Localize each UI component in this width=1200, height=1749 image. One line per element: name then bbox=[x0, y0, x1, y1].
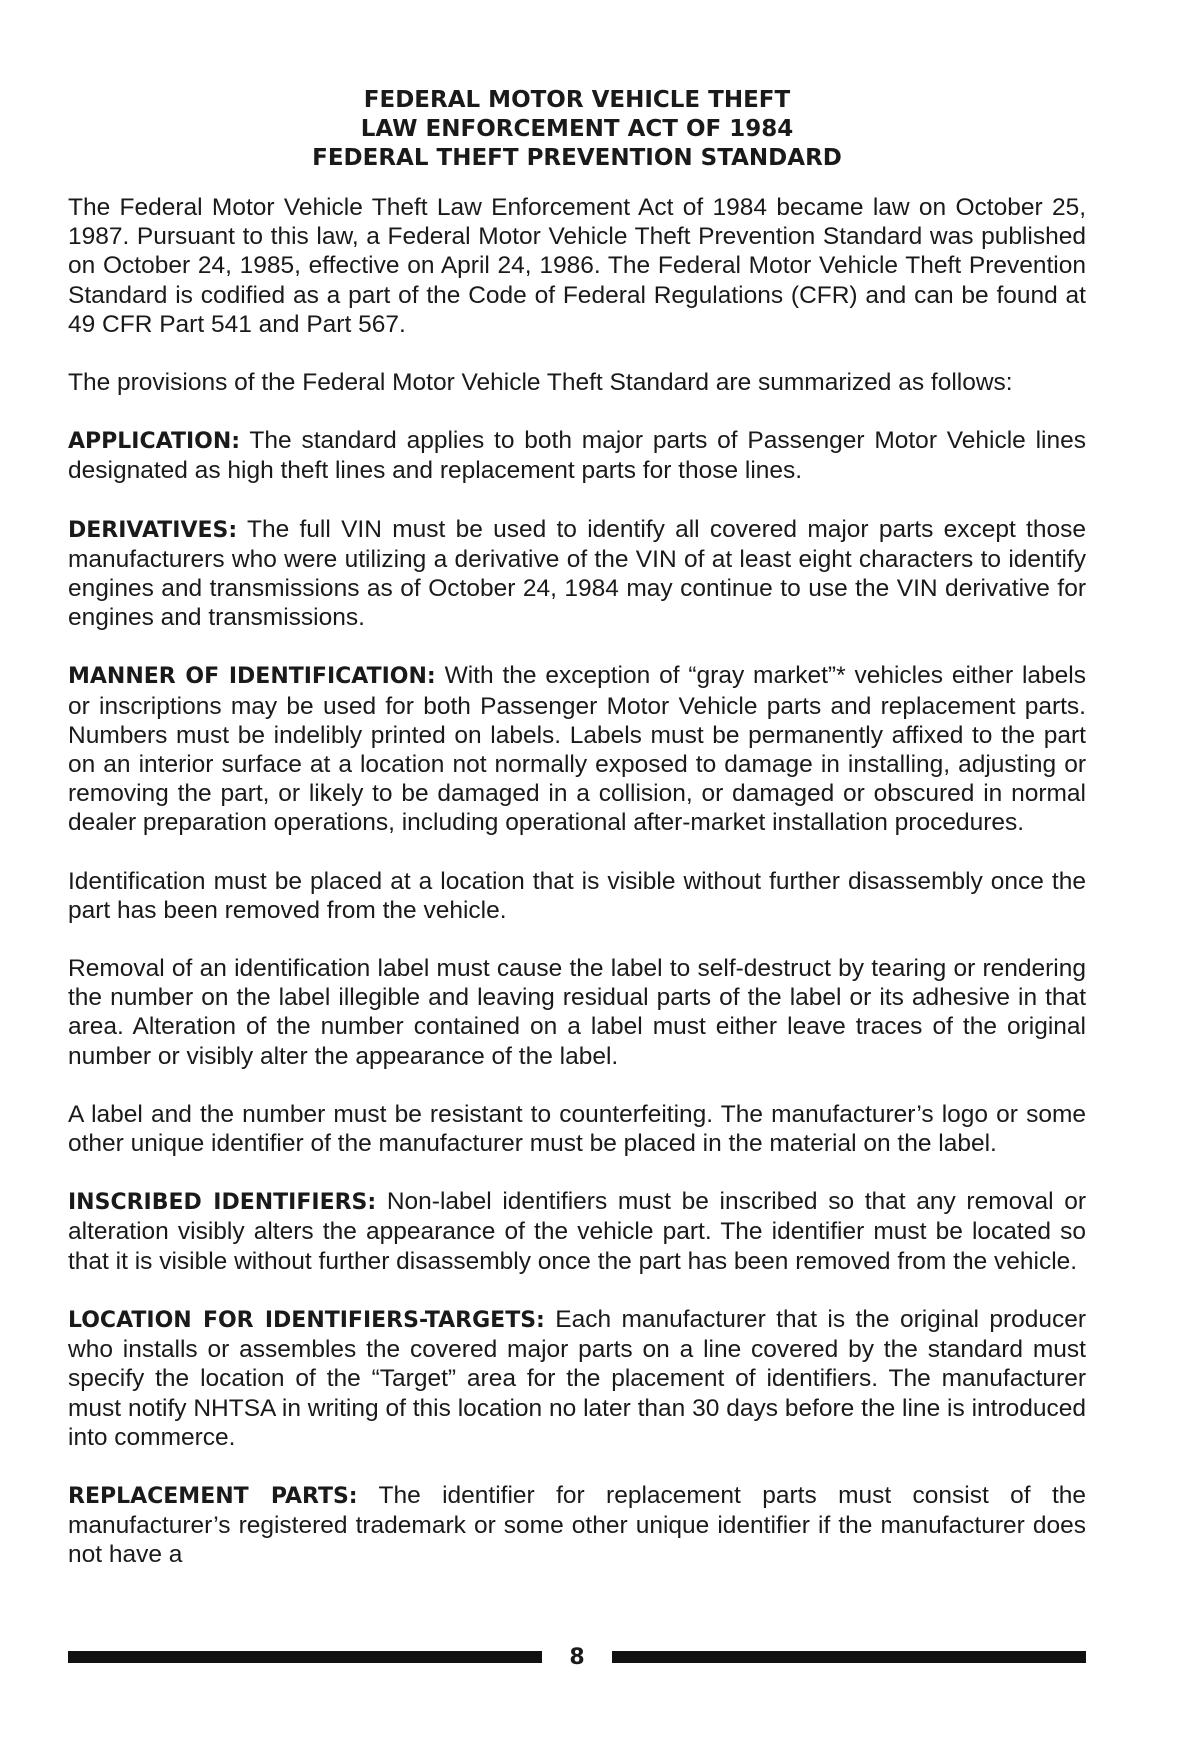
counterfeit-paragraph: A label and the number must be resistant to counterfeiting. The manufacturer’s logo or some other unique identifier of the manufacturer must be placed in the material on the label. bbox=[68, 1100, 1086, 1158]
replacement-paragraph bbox=[68, 1481, 1086, 1570]
page-number: 8 bbox=[569, 1645, 585, 1670]
summary-paragraph: The provisions of the Federal Motor Vehicle Theft Standard are summarized as follows: bbox=[68, 369, 1013, 397]
page-footer bbox=[68, 1643, 1086, 1673]
replacement-label: REPLACEMENT PARTS: bbox=[68, 1483, 358, 1509]
inscribed-paragraph bbox=[68, 1187, 1086, 1276]
removal-paragraph: Removal of an identification label must cause the label to self-destruct by tearing or rendering the number on the label illegible and leaving residual parts of the label or its adhesive in that area. Alteration of the number contained on a label must either leave traces of the original number or visibly alter the appearance of the label. bbox=[68, 955, 1086, 1070]
application-label: APPLICATION: bbox=[68, 429, 241, 455]
inscribed-label: INSCRIBED IDENTIFIERS: bbox=[68, 1190, 377, 1216]
document-page bbox=[68, 86, 1086, 1599]
location-paragraph bbox=[68, 1305, 1086, 1452]
identification-paragraph: Identification must be placed at a location that is visible without further disassembly once the part has been removed from the vehicle. bbox=[68, 867, 1086, 924]
document-title bbox=[68, 86, 1086, 173]
manner-label: MANNER OF IDENTIFICATION: bbox=[68, 664, 436, 690]
manner-paragraph bbox=[68, 661, 1086, 837]
title-line-2: LAW ENFORCEMENT ACT OF 1984 bbox=[360, 116, 794, 142]
location-label: LOCATION FOR IDENTIFIERS-TARGETS: bbox=[68, 1307, 545, 1333]
derivatives-label: DERIVATIVES: bbox=[68, 517, 238, 543]
title-line-3: FEDERAL THEFT PREVENTION STANDARD bbox=[312, 145, 842, 171]
manner-text: With the exception of “gray market”* vehicles either labels or inscriptions may be used for both Passenger Motor Vehicle parts and replacement parts. Numbers must be indelibly printed on labels. Labels must be permanently affixed to the part on an interior surface at a location not normally exposed to damage in installing, adjusting or removing the part, or likely to be damaged in a collision, or damaged or obscured in normal dealer preparation operations, including operational after-market installation procedures. bbox=[68, 662, 1087, 837]
title-line-1: FEDERAL MOTOR VEHICLE THEFT bbox=[363, 87, 791, 113]
application-paragraph bbox=[68, 426, 1086, 485]
footer-rule-left bbox=[68, 1651, 542, 1663]
replacement-text: The identifier for replacement parts must consist of the manufacturer’s registered trademark or some other unique identifier if the manufacturer does not have a bbox=[68, 1481, 1086, 1569]
derivatives-paragraph bbox=[68, 515, 1086, 633]
inscribed-text: Non-label identifiers must be inscribed so that any removal or alteration visibly alters the appearance of the vehicle part. The identifier must be located so that it is visible without further disassembly once the part has been removed from the vehicle. bbox=[68, 1188, 1086, 1275]
application-text: The standard applies to both major parts of Passenger Motor Vehicle lines designated as high theft lines and replacement parts for those lines. bbox=[68, 427, 1086, 485]
footer-rule-right bbox=[612, 1651, 1086, 1663]
location-text: Each manufacturer that is the original producer who installs or assembles the covered major parts on a line covered by the standard must specify the location of the “Target” area for the placement of identifiers. The manufacturer must notify NHTSA in writing of this location no later than 30 days before the line is introduced into commerce. bbox=[68, 1305, 1087, 1451]
intro-paragraph: The Federal Motor Vehicle Theft Law Enforcement Act of 1984 became law on October 25, 1987. Pursuant to this law, a Federal Motor Vehicle Theft Prevention Standard was published on October 24, 1985, effective on April 24, 1986. The Federal Motor Vehicle Theft Prevention Standard is codified as a part of the Code of Federal Regulations (CFR) and can be found at 49 CFR Part 541 and Part 567. bbox=[68, 194, 1086, 338]
derivatives-text: The full VIN must be used to identify all covered major parts except those manufacturers who were utilizing a derivative of the VIN of at least eight characters to identify engines and transmissions as of October 24, 1984 may continue to use the VIN derivative for engines and transmissions. bbox=[68, 515, 1086, 632]
